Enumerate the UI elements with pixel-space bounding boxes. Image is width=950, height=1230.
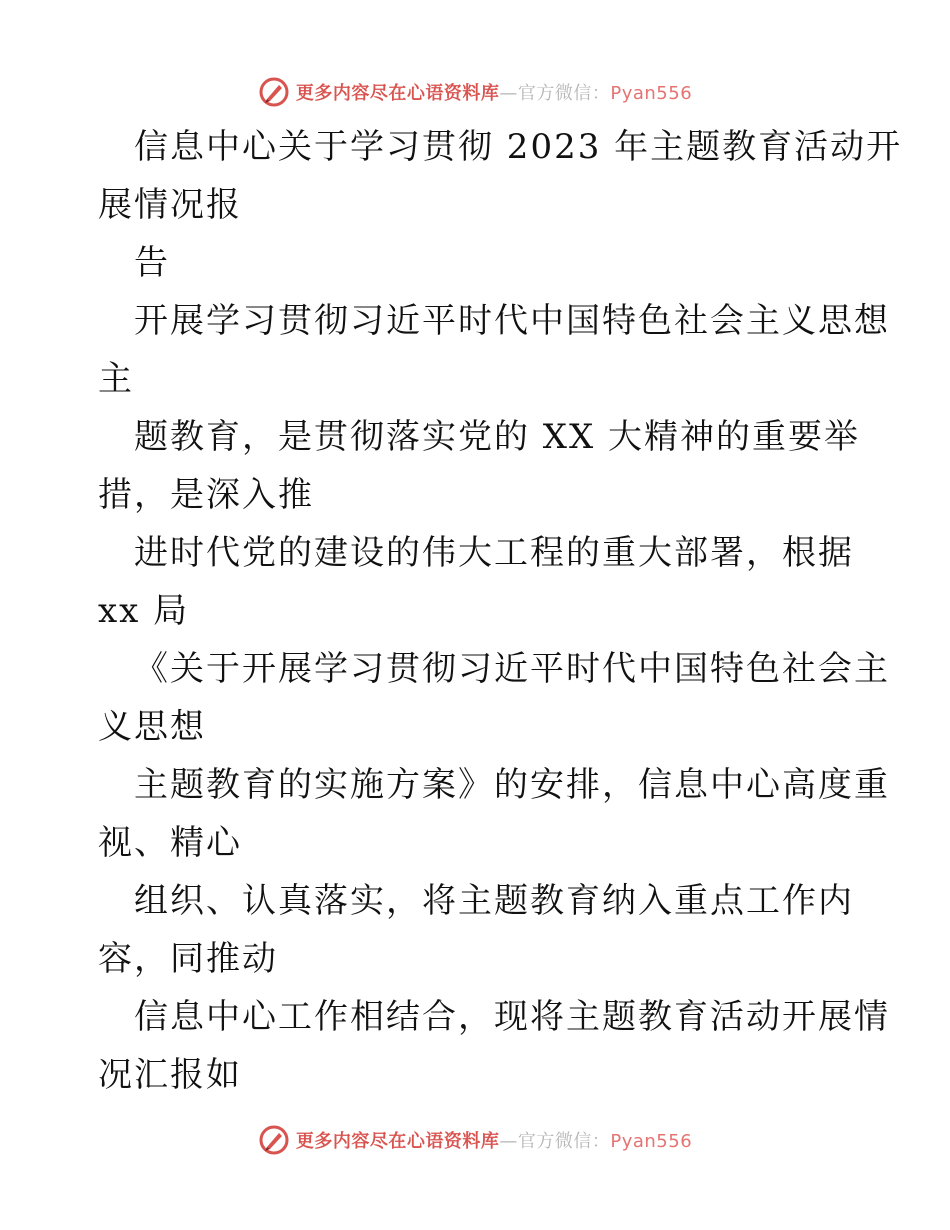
paragraph-line: 主题教育的实施方案》的安排，信息中心高度重 xyxy=(134,765,890,805)
paragraph-line: 视、精心 xyxy=(98,823,242,863)
paragraph-line: 况汇报如 xyxy=(98,1055,242,1095)
header-banner-text xyxy=(296,79,692,105)
banner-wechat-label: 官方微信： xyxy=(517,1131,611,1152)
paragraph-line: 题教育，是贯彻落实党的 XX 大精神的重要举 xyxy=(134,417,861,457)
banner-wechat-account: Pyan556 xyxy=(610,1131,693,1152)
paragraph-line: 信息中心关于学习贯彻 2023 年主题教育活动开 xyxy=(134,127,903,167)
paragraph-line: 措，是深入推 xyxy=(98,475,314,515)
paragraph-line: 主 xyxy=(98,359,134,399)
paragraph-line: 义思想 xyxy=(98,707,206,747)
footer-banner-text xyxy=(296,1127,692,1153)
document-body xyxy=(98,118,903,1104)
quill-logo-icon xyxy=(258,1124,290,1156)
paragraph-line: 进时代党的建设的伟大工程的重大部署，根据 xyxy=(134,533,854,573)
banner-separator: — xyxy=(499,1131,518,1152)
paragraph-line: 《关于开展学习贯彻习近平时代中国特色社会主 xyxy=(134,649,890,689)
banner-promo-text: 更多内容尽在心语资料库 xyxy=(295,83,500,104)
banner-wechat-account: Pyan556 xyxy=(610,83,693,104)
paragraph-line: 组织、认真落实，将主题教育纳入重点工作内 xyxy=(134,881,854,921)
footer-banner xyxy=(0,1118,950,1162)
banner-promo-text: 更多内容尽在心语资料库 xyxy=(295,1131,500,1152)
header-banner xyxy=(0,70,950,114)
quill-logo-icon xyxy=(258,76,290,108)
paragraph-line: 开展学习贯彻习近平时代中国特色社会主义思想 xyxy=(134,301,890,341)
banner-separator: — xyxy=(499,83,518,104)
paragraph-line: xx 局 xyxy=(98,591,190,631)
paragraph-line: 展情况报 xyxy=(98,185,242,225)
paragraph-line: 告 xyxy=(134,243,170,283)
banner-wechat-label: 官方微信： xyxy=(517,83,611,104)
paragraph-line: 容，同推动 xyxy=(98,939,278,979)
paragraph-line: 信息中心工作相结合，现将主题教育活动开展情 xyxy=(134,997,890,1037)
